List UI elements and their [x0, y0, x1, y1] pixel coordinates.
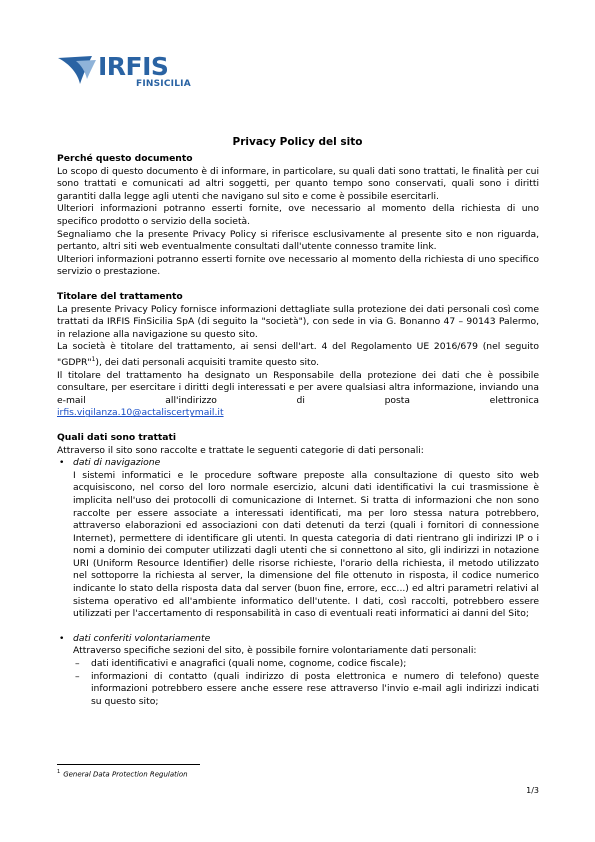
list-item-text: I sistemi informatici e le procedure software preposte alla consultazione di questo sito web acquisiscono, nel corso del loro normale esercizio, alcuni dati identificativi la cui trasmissione è implicita nell'uso dei protocolli di comunicazione di Internet. Si tratta di informazioni che non sono raccolte per essere associate a interessati identificati, ma per loro stessa natura potrebbero, attraverso elaborazioni ed associazioni con dati detenuti da terzi (quali i fornitori di connessione Internet), permettere di identificare gli utenti. In questa categoria di dati rientrano gli indirizzi IP o i nomi a dominio dei computer utilizzati dagli utenti che si connettono al sito, gli indirizzi in notazione URI (Uniform Resource Identifier) delle risorse richieste, l'orario della richiesta, il metodo utilizzato nel sottoporre la richiesta al server, la dimensione del file ottenuto in risposta, il codice numerico indicante lo stato della risposta data dal server (buon fine, errore, ecc...) ed altri parametri relativi al sistema operativo ed all'ambiente informatico dell'utente. I dati, così raccolti, potrebbero essere utilizzati per l'accertamento di responsabilità in caso di eventuali reati informatici ai danni del Sito; — [73, 469, 539, 620]
document-title: Privacy Policy del sito — [232, 136, 363, 148]
paragraph-part: La società è titolare del trattamento, ai sensi dell'art. 4 del Regolamento UE 2016/679 (nel seguito "GDPR" — [57, 341, 539, 368]
sub-list-item: – informazioni di contatto (quali indirizzo di posta elettronica e numero di telefono) queste informazioni potrebbero essere anche essere rese attraverso l'invio e-mail agli indirizzi indicati su questo sito; — [73, 671, 539, 709]
data-category-list — [57, 457, 539, 708]
list-item-title: • dati conferiti volontariamente — [73, 632, 211, 644]
footnote-reference[interactable]: 1 — [91, 355, 96, 363]
paragraph: Il titolare del trattamento ha designato un Responsabile della protezione dei dati che è possibile consultare, per esercitare i diritti degli interessati e per avere qualsiasi altra informazione, inviando una e-mail all'indirizzo di posta elettronica — [57, 369, 539, 406]
logo-sub-text: FINSICILIA — [136, 79, 191, 89]
list-item — [57, 457, 539, 633]
logo-swoosh-icon — [58, 52, 100, 86]
list-item-text: Attraverso specifiche sezioni del sito, è possibile fornire volontariamente dati personali: — [73, 645, 477, 657]
paragraph: La presente Privacy Policy fornisce informazioni dettagliate sulla protezione dei dati personali così come trattati da IRFIS FinSicilia SpA (di seguito la "società"), con sede in via G. Bonanno 47 – 90143 Palermo, in relazione alla navigazione su questo sito. — [57, 303, 539, 340]
paragraph-part: ), dei dati personali acquisiti tramite questo sito. — [95, 356, 320, 368]
paragraph: Lo scopo di questo documento è di informare, in particolare, su quali dati sono trattati, le finalità per cui sono trattati e comunicati ad altri soggetti, per quanto tempo sono conservati, quali sono i diritti garantiti dalla legge agli utenti che navigano sul sito e come è possibile esercitarli. — [57, 165, 539, 202]
list-item — [57, 633, 539, 709]
footnote-text: General Data Protection Regulation — [63, 770, 188, 779]
document-body — [57, 153, 539, 708]
sub-list-item: – dati identificativi e anagrafici (quali nome, cognome, codice fiscale); — [73, 658, 539, 671]
paragraph: Ulteriori informazioni potranno esserti fornite, ove necessario al momento della richiesta di uno specifico prodotto o servizio della società. — [57, 203, 539, 227]
section-heading-purpose: Perché questo documento — [57, 153, 193, 164]
section-heading-controller: Titolare del trattamento — [57, 290, 183, 302]
page-number: 1/3 — [526, 786, 539, 795]
paragraph: Segnaliamo che la presente Privacy Policy si riferisce esclusivamente al presente sito e non riguarda, pertanto, altri siti web eventualmente consultati dall'utente connesso tramite link. — [57, 228, 539, 253]
irfis-logo — [58, 52, 191, 92]
footnote — [57, 769, 188, 778]
section-heading-data: Quali dati sono trattati — [57, 431, 177, 443]
footnote-separator — [57, 764, 200, 765]
paragraph: Ulteriori informazioni potranno esserti fornite ove necessario al momento della richiesta di uno specifico servizio o prestazione. — [57, 253, 539, 278]
email-link[interactable]: irfis.vigilanza.10@actaliscertymail.it — [57, 407, 224, 419]
list-item-title: • dati di navigazione — [73, 457, 161, 469]
footnote-mark: 1 — [57, 769, 61, 775]
sub-list — [73, 658, 539, 708]
paragraph — [57, 341, 539, 369]
logo-brand-text: IRFIS — [98, 52, 169, 81]
paragraph: Attraverso il sito sono raccolte e trattate le seguenti categorie di dati personali: — [57, 444, 424, 456]
